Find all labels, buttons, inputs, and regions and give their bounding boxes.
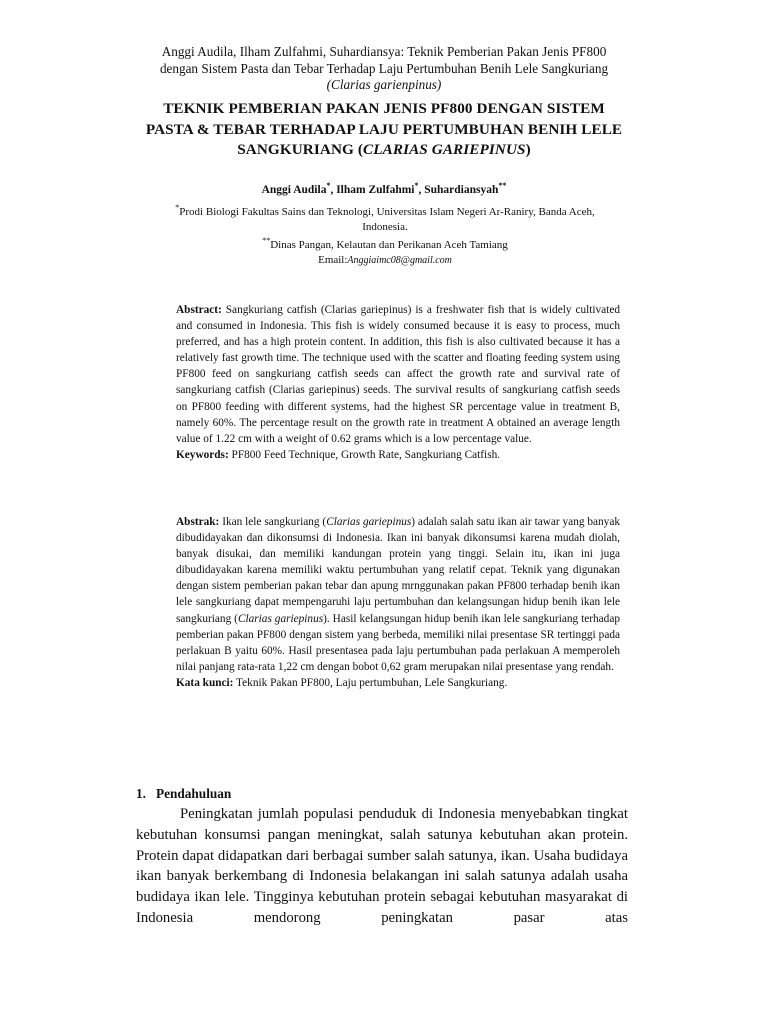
- email-line: [150, 253, 620, 269]
- paper-title: [110, 99, 658, 161]
- abstract-english-body: [176, 302, 620, 447]
- section-heading-introduction: 1. Pendahuluan: [136, 786, 232, 801]
- keywords-indonesian: [176, 675, 620, 691]
- author-list: [100, 181, 668, 196]
- abstract-indonesian-label: Abstrak:: [176, 516, 220, 528]
- running-head-line-1: Anggi Audila, Ilham Zulfahmi, Suhardiansya: Teknik Pemberian Pakan Jenis PF800: [161, 44, 607, 59]
- author-1-mark: *: [326, 181, 331, 190]
- keywords-english-label: Keywords:: [176, 448, 229, 461]
- abstract-english-label: Abstract:: [176, 304, 222, 316]
- keywords-english-text: PF800 Feed Technique, Growth Rate, Sangkuriang Catfish.: [228, 448, 501, 461]
- running-head: [100, 44, 668, 94]
- title-line-1: TEKNIK PEMBERIAN PAKAN JENIS PF800 DENGAN SISTEM: [163, 100, 605, 117]
- affiliation-1-line-1: [150, 201, 620, 220]
- author-1: Anggi Audila: [261, 184, 327, 196]
- title-line-2: PASTA & TEBAR TERHADAP LAJU PERTUMBUHAN BENIH LELE: [145, 120, 623, 138]
- title-line-3-suffix: ): [525, 141, 531, 158]
- abstract-indonesian-text-2: ) adalah salah satu ikan air tawar yang banyak dibudidayakan dan dikonsumsi di Indonesia. Ikan ini banyak dikonsumsi karena mudah diolah, banyak disukai, dan memiliki kandungan protein yang tinggi. Selain itu, ikan ini juga dibudidayakan karena memiliki waktu pertumbuhan yang relatif cepat. Teknik yang digunakan dengan sistem pemberian pakan tebar dan apung mrnggunakan pakan PF800 terhadap benih ikan lele sangkuriang dapat mempengaruhi laju pertumbuhan dan kelangsungan hidup benih ikan lele sangkuriang (: [176, 516, 620, 625]
- keywords-indonesian-label: Kata kunci:: [176, 676, 234, 689]
- author-2-mark: *: [414, 181, 419, 190]
- affiliation-1: [150, 201, 620, 234]
- introduction-paragraph: [136, 804, 628, 929]
- abstract-indonesian: [176, 514, 620, 691]
- affiliation-2: [150, 234, 620, 268]
- abstract-english: [176, 302, 620, 463]
- affiliation-2-mark: **: [262, 236, 271, 245]
- email-label: Email:: [318, 253, 348, 266]
- running-head-line-2: dengan Sistem Pasta dan Tebar Terhadap Laju Pertumbuhan Benih Lele Sangkuriang: [159, 60, 609, 76]
- author-2: , Ilham Zulfahmi: [330, 184, 415, 196]
- affiliation-2-line: [150, 234, 620, 253]
- affiliation-1-line-2: Indonesia.: [362, 220, 408, 233]
- introduction-text: Peningkatan jumlah populasi penduduk di Indonesia menyebabkan tingkat kebutuhan konsumsi pangan meningkat, salah satunya kebutuhan akan protein. Protein dapat didapatkan dari berbagai sumber salah satunya, ikan. Usaha budidaya ikan banyak berkembang di Indonesia belakangan ini salah satunya adalah usaha budidaya ikan lele. Tingginya kebutuhan protein sebagai kebutuhan masyarakat di Indonesia mendorong peningkatan pasar atas: [136, 806, 628, 926]
- title-line-3: [110, 140, 658, 161]
- author-3: , Suhardiansyah: [418, 184, 499, 196]
- title-species: CLARIAS GARIEPINUS: [363, 141, 526, 158]
- keywords-english: [176, 447, 620, 463]
- title-line-3-prefix: SANGKURIANG (: [237, 141, 363, 158]
- affiliation-1-text: Prodi Biologi Fakultas Sains dan Teknologi, Universitas Islam Negeri Ar-Raniry, Banda Aceh,: [179, 206, 595, 218]
- abstract-indonesian-species-1: Clarias gariepinus: [326, 516, 412, 528]
- running-head-species: (Clarias garienpinus): [326, 77, 442, 92]
- abstract-indonesian-species-2: Clarias gariepinus: [237, 612, 324, 625]
- abstract-english-text: Sangkuriang catfish (Clarias gariepinus) is a freshwater fish that is widely cultivated and consumed in Indonesia. This fish is widely consumed because it is easy to process, much preferred, and has a high protein content. In addition, this fish is also cultivated because it has a relatively fast growth time. The technique used with the scatter and floating feeding system using PF800 feed on sangkuriang catfish seeds can affect the growth rate and survival rate of sangkuriang catfish (Clarias gariepinus) seeds. The survival results of sangkuriang catfish seeds on PF800 feeding with different systems, had the highest SR percentage value in treatment B, namely 60%. The percentage result on the growth rate in treatment A obtained an average length value of 1.22 cm with a weight of 0.62 grams which is a low percentage value.: [176, 304, 620, 445]
- keywords-indonesian-text: Teknik Pakan PF800, Laju pertumbuhan, Lele Sangkuriang.: [233, 676, 508, 689]
- abstract-indonesian-text-1: Ikan lele sangkuriang (: [219, 516, 327, 528]
- affiliation-2-text: Dinas Pangan, Kelautan dan Perikanan Aceh Tamiang: [270, 239, 508, 251]
- author-3-mark: **: [498, 181, 507, 190]
- abstract-indonesian-text-3: ). Hasil kelangsungan hidup benih ikan lele sangkuriang terhadap pemberian pakan PF800 dengan sistem yang berbeda, memiliki nilai presentase SR tertinggi pada perlakuan B yaitu 60%. Hasil presentasea pada laju pertumbuhan pada perlakuan A memperoleh nilai panjang rata-rata 1,22 cm dengan bobot 0,62 gram merupakan nilai presentase yang rendah.: [176, 612, 620, 673]
- running-head-line-3: [100, 77, 668, 94]
- abstract-indonesian-body: [176, 514, 620, 675]
- email-address: Anggiaimc08@gmail.com: [347, 254, 452, 266]
- affiliation-1-mark: *: [175, 203, 180, 212]
